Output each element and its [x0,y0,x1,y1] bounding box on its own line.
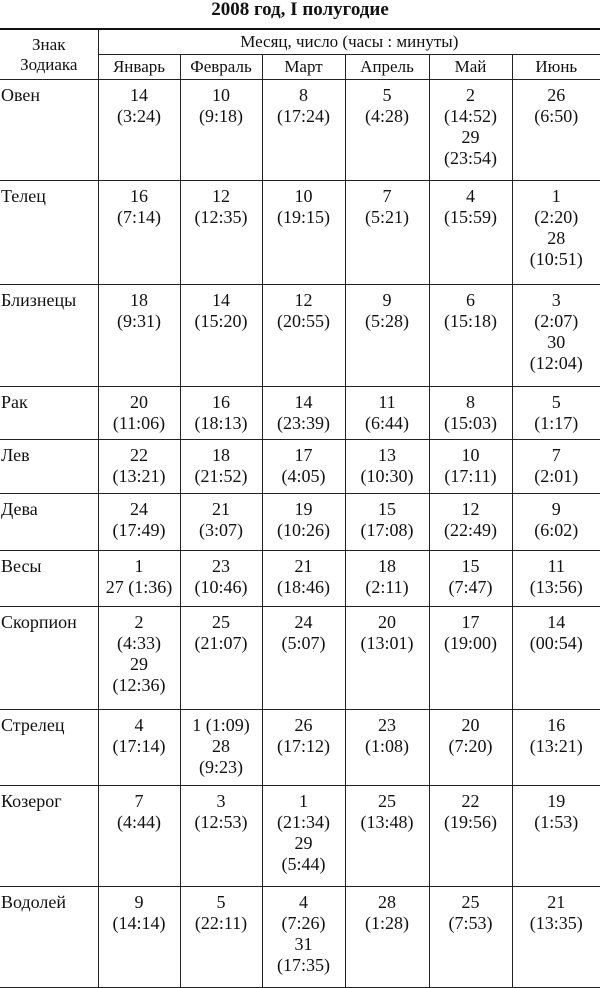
date-cell [512,786,600,887]
zodiac-sign-cell: Близнецы [0,285,98,387]
zodiac-sign-cell: Скорпион [0,607,98,710]
date-cell-line: 18 [346,556,429,577]
date-cell [512,710,600,786]
table-row [0,440,600,494]
date-cell-line: (22:11) [181,913,262,934]
date-cell-line: (17:14) [99,736,180,757]
date-cell-line: (17:08) [346,520,429,541]
date-cell [180,786,262,887]
date-cell-line: 18 [99,290,180,311]
date-cell-line: 13 [346,445,429,466]
date-cell [98,494,180,551]
date-cell-line: (13:21) [99,466,180,487]
date-cell-line: 12 [430,499,512,520]
date-cell-line: 14 [263,392,345,413]
date-cell-line: (7:14) [99,207,180,228]
date-cell-line: (19:56) [430,812,512,833]
date-cell-line: 14 [181,290,262,311]
date-cell-line: 16 [181,392,262,413]
date-cell-line: 18 [181,445,262,466]
date-cell-line: (5:07) [263,633,345,654]
page-title: 2008 год, I полугодие [0,0,600,28]
month-header-may: Май [429,55,512,80]
date-cell-line: (18:13) [181,413,262,434]
date-cell [98,710,180,786]
zodiac-sign-cell: Стрелец [0,710,98,786]
date-cell-line: (19:00) [430,633,512,654]
date-cell-line: (1:17) [513,413,600,434]
date-cell [180,494,262,551]
date-cell [429,607,512,710]
date-cell [429,887,512,988]
date-cell [512,887,600,988]
date-cell-line: (4:33) [99,633,180,654]
date-cell-line: 26 [263,715,345,736]
date-cell-line: (20:55) [263,311,345,332]
date-cell-line: (10:51) [513,249,600,270]
date-cell-line: (22:49) [430,520,512,541]
date-cell-line: (11:06) [99,413,180,434]
date-cell-line: (1:28) [346,913,429,934]
date-cell-line: 23 [181,556,262,577]
date-cell-line: 1 [263,791,345,812]
sign-header-line1: Знак [0,35,98,55]
date-cell-line: 1 [513,186,600,207]
date-cell-line: 3 [513,290,600,311]
date-cell [345,494,429,551]
table-row [0,887,600,988]
date-cell-line: 25 [181,612,262,633]
date-cell-line: 11 [346,392,429,413]
date-cell [262,887,345,988]
month-header-march: Март [262,55,345,80]
date-cell-line: 29 [263,833,345,854]
date-cell-line: 29 [430,127,512,148]
zodiac-sign-cell: Рак [0,387,98,440]
date-cell-line: (5:44) [263,854,345,875]
date-cell-line: 20 [99,392,180,413]
date-cell-line: 1 [99,556,180,577]
date-cell [429,387,512,440]
date-cell-line: (17:35) [263,955,345,976]
month-header-april: Апрель [345,55,429,80]
date-cell [98,285,180,387]
date-cell-line: (2:01) [513,466,600,487]
date-cell [512,551,600,607]
date-cell [429,181,512,285]
date-cell [429,440,512,494]
date-cell-line: 20 [346,612,429,633]
date-cell-line: 29 [99,654,180,675]
date-cell-line: (12:36) [99,675,180,696]
table-row [0,710,600,786]
date-cell-line: (21:34) [263,812,345,833]
date-cell-line: 9 [99,892,180,913]
date-cell-line: 17 [263,445,345,466]
date-cell-line: (10:26) [263,520,345,541]
date-cell [98,887,180,988]
date-cell [345,181,429,285]
date-cell-line: 4 [430,186,512,207]
date-cell-line: (12:04) [513,353,600,374]
sign-header-line2: Зодиака [0,55,98,75]
zodiac-sign-cell: Дева [0,494,98,551]
date-cell [98,387,180,440]
date-cell-line: 5 [181,892,262,913]
date-cell-line: 14 [513,612,600,633]
date-cell-line: 6 [430,290,512,311]
date-cell [180,607,262,710]
date-cell [262,387,345,440]
date-cell-line: 21 [181,499,262,520]
date-cell [98,607,180,710]
date-cell [512,80,600,181]
zodiac-dates-table [0,28,600,988]
date-cell [98,551,180,607]
date-cell [180,80,262,181]
date-cell-line: 14 [99,85,180,106]
date-cell-line: 5 [346,85,429,106]
date-cell-line: 15 [430,556,512,577]
date-cell-line: (14:52) [430,106,512,127]
date-cell-line: 24 [263,612,345,633]
date-cell-line: (17:12) [263,736,345,757]
date-cell [512,440,600,494]
date-cell-line: (17:24) [263,106,345,127]
date-cell-line: (17:11) [430,466,512,487]
date-cell [262,440,345,494]
date-cell-line: 30 [513,332,600,353]
date-cell-line: (2:07) [513,311,600,332]
month-group-header: Месяц, число (часы : минуты) [98,29,600,55]
date-cell-line: 10 [181,85,262,106]
date-cell [345,607,429,710]
date-cell-line: (4:44) [99,812,180,833]
table-row [0,80,600,181]
date-cell-line: (13:01) [346,633,429,654]
date-cell [345,440,429,494]
date-cell [512,494,600,551]
date-cell-line: 10 [430,445,512,466]
date-cell-line: 21 [263,556,345,577]
date-cell [429,285,512,387]
date-cell-line: 16 [99,186,180,207]
date-cell-line: 22 [99,445,180,466]
date-cell-line: 28 [346,892,429,913]
date-cell-line: (1:08) [346,736,429,757]
date-cell-line: 28 [513,228,600,249]
date-cell [345,387,429,440]
date-cell-line: 16 [513,715,600,736]
date-cell-line: 11 [513,556,600,577]
date-cell-line: 23 [346,715,429,736]
date-cell-line: (9:31) [99,311,180,332]
date-cell-line: 27 (1:36) [99,577,180,598]
date-cell [262,551,345,607]
table-row [0,786,600,887]
date-cell-line: (19:15) [263,207,345,228]
date-cell-line: (5:21) [346,207,429,228]
date-cell-line: 20 [430,715,512,736]
date-cell [512,387,600,440]
date-cell-line: (18:46) [263,577,345,598]
date-cell-line: (9:18) [181,106,262,127]
date-cell [345,80,429,181]
table-row [0,285,600,387]
date-cell [262,607,345,710]
date-cell-line: (4:28) [346,106,429,127]
zodiac-sign-cell: Козерог [0,786,98,887]
date-cell [98,181,180,285]
table-row [0,387,600,440]
date-cell-line: (13:56) [513,577,600,598]
month-header-february: Февраль [180,55,262,80]
date-cell-line: (7:26) [263,913,345,934]
date-cell [180,387,262,440]
date-cell-line: (13:21) [513,736,600,757]
date-cell-line: 24 [99,499,180,520]
date-cell [262,494,345,551]
table-row [0,607,600,710]
date-cell [180,551,262,607]
date-cell [180,285,262,387]
date-cell-line: (5:28) [346,311,429,332]
date-cell-line: 4 [263,892,345,913]
date-cell [345,285,429,387]
date-cell-line: (12:35) [181,207,262,228]
table-body [0,80,600,988]
date-cell [262,786,345,887]
date-cell-line: (21:07) [181,633,262,654]
date-cell-line: 19 [513,791,600,812]
table-row [0,181,600,285]
date-cell [262,80,345,181]
date-cell [345,887,429,988]
date-cell-line: (6:02) [513,520,600,541]
date-cell [98,80,180,181]
date-cell-line: 9 [346,290,429,311]
date-cell-line: (13:35) [513,913,600,934]
date-cell [262,181,345,285]
date-cell [345,551,429,607]
date-cell [429,786,512,887]
date-cell-line: 26 [513,85,600,106]
date-cell-line: 10 [263,186,345,207]
date-cell-line: (2:11) [346,577,429,598]
date-cell-line: (7:20) [430,736,512,757]
date-cell [429,80,512,181]
month-header-june: Июнь [512,55,600,80]
date-cell-line: 2 [430,85,512,106]
zodiac-sign-cell: Телец [0,181,98,285]
date-cell [180,710,262,786]
date-cell [262,710,345,786]
date-cell [98,440,180,494]
date-cell [429,710,512,786]
date-cell-line: (6:44) [346,413,429,434]
date-cell [512,181,600,285]
date-cell-line: (13:48) [346,812,429,833]
date-cell [429,551,512,607]
date-cell [429,494,512,551]
date-cell-line: (23:39) [263,413,345,434]
date-cell-line: (15:18) [430,311,512,332]
date-cell-line: (23:54) [430,148,512,169]
date-cell [98,786,180,887]
date-cell-line: 25 [346,791,429,812]
date-cell-line: 15 [346,499,429,520]
date-cell-line: 19 [263,499,345,520]
date-cell-line: (21:52) [181,466,262,487]
date-cell-line: 2 [99,612,180,633]
date-cell-line: (3:07) [181,520,262,541]
date-cell-line: 12 [181,186,262,207]
date-cell-line: 12 [263,290,345,311]
zodiac-sign-cell: Овен [0,80,98,181]
date-cell [180,440,262,494]
date-cell-line: (17:49) [99,520,180,541]
date-cell-line: 8 [430,392,512,413]
date-cell-line: (3:24) [99,106,180,127]
month-header-january: Январь [98,55,180,80]
zodiac-sign-cell: Лев [0,440,98,494]
date-cell-line: (7:53) [430,913,512,934]
date-cell-line: (7:47) [430,577,512,598]
date-cell-line: (15:59) [430,207,512,228]
date-cell [262,285,345,387]
date-cell-line: (9:23) [181,757,262,778]
date-cell-line: 7 [513,445,600,466]
sign-column-header [0,29,98,80]
date-cell-line: 3 [181,791,262,812]
date-cell-line: (14:14) [99,913,180,934]
date-cell [512,285,600,387]
date-cell-line: (10:30) [346,466,429,487]
date-cell-line: 1 (1:09) [181,715,262,736]
date-cell-line: (12:53) [181,812,262,833]
date-cell-line: 9 [513,499,600,520]
date-cell-line: 4 [99,715,180,736]
date-cell [345,786,429,887]
zodiac-sign-cell: Водолей [0,887,98,988]
date-cell-line: 7 [99,791,180,812]
date-cell-line: 31 [263,934,345,955]
date-cell [345,710,429,786]
date-cell-line: 22 [430,791,512,812]
date-cell-line: (6:50) [513,106,600,127]
date-cell-line: 8 [263,85,345,106]
date-cell-line: 25 [430,892,512,913]
date-cell-line: 21 [513,892,600,913]
date-cell-line: (15:20) [181,311,262,332]
date-cell-line: (1:53) [513,812,600,833]
date-cell-line: (10:46) [181,577,262,598]
date-cell-line: 7 [346,186,429,207]
date-cell-line: 5 [513,392,600,413]
table-row [0,494,600,551]
date-cell [180,181,262,285]
table-header [0,29,600,80]
date-cell-line: (2:20) [513,207,600,228]
date-cell-line: (4:05) [263,466,345,487]
zodiac-sign-cell: Весы [0,551,98,607]
date-cell-line: 28 [181,736,262,757]
date-cell-line: (00:54) [513,633,600,654]
date-cell [180,887,262,988]
date-cell-line: 17 [430,612,512,633]
date-cell [512,607,600,710]
date-cell-line: (15:03) [430,413,512,434]
table-row [0,551,600,607]
